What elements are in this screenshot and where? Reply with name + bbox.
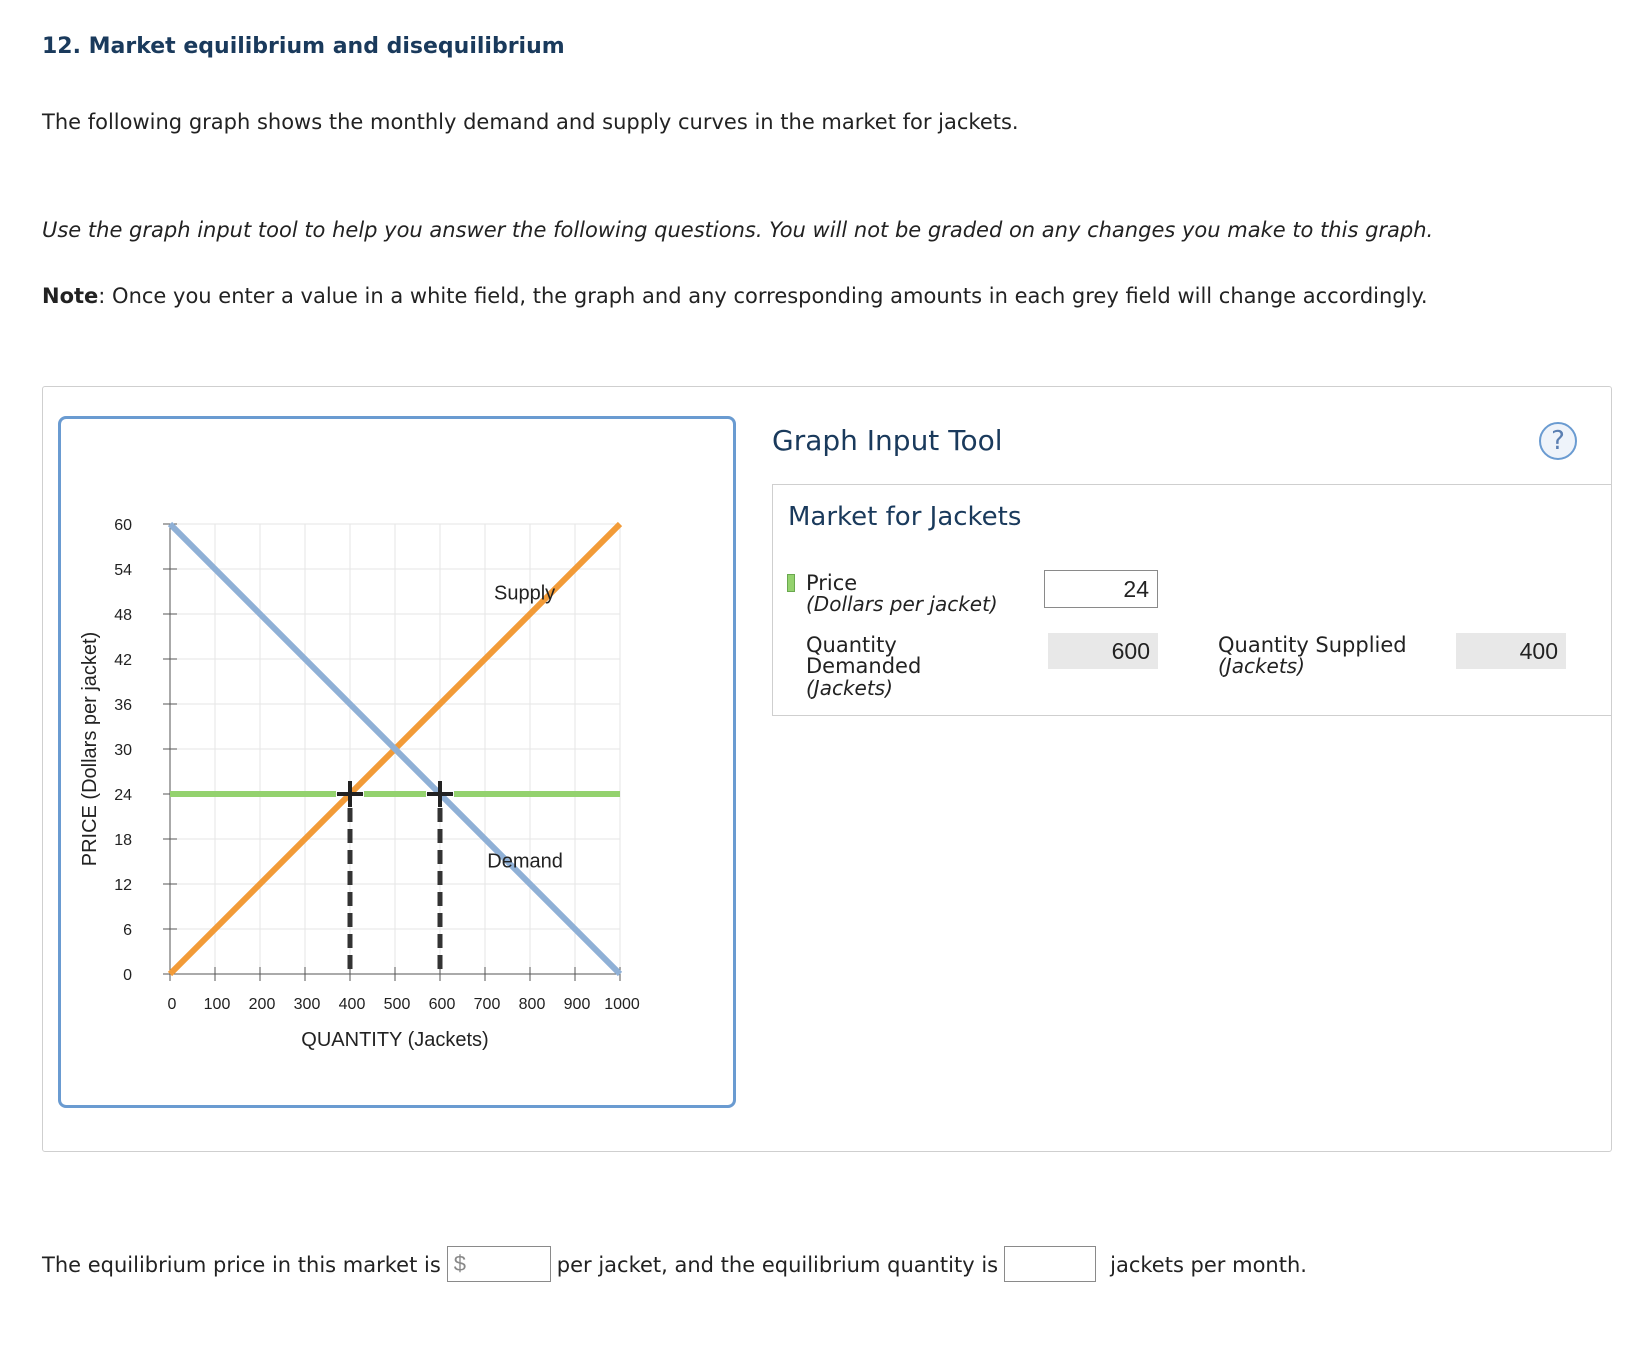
note-body: : Once you enter a value in a white field, the graph and any corresponding amounts in each grey field will change accordingly. <box>98 284 1428 308</box>
help-icon[interactable]: ? <box>1539 422 1577 460</box>
y-tick-label: 54 <box>114 562 132 579</box>
quantity-supplied-field: 400 <box>1456 633 1566 669</box>
quantity-demanded-unit: (Jackets) <box>806 676 893 700</box>
y-tick-label: 24 <box>114 787 132 804</box>
y-tick-label: 0 <box>123 967 132 984</box>
x-tick-label: 300 <box>293 996 321 1013</box>
x-tick-label: 400 <box>338 996 366 1013</box>
note-label: Note <box>42 284 99 308</box>
equilibrium-price-input[interactable] <box>447 1246 551 1282</box>
y-tick-label: 48 <box>114 607 132 624</box>
answer-text-2: per jacket, and the equilibrium quantity is <box>556 1253 999 1277</box>
x-tick-label: 0 <box>167 996 177 1013</box>
x-tick-label: 900 <box>563 996 591 1013</box>
answer-text-3: jackets per month. <box>1110 1253 1307 1277</box>
quantity-supplied-unit: (Jackets) <box>1218 654 1305 678</box>
price-legend-swatch <box>787 574 795 592</box>
note-text <box>42 284 1428 308</box>
supply-demand-chart[interactable] <box>58 416 736 1108</box>
graph-input-tool-title: Graph Input Tool <box>772 424 1003 457</box>
y-tick-label: 60 <box>114 517 132 534</box>
x-tick-label: 500 <box>383 996 411 1013</box>
x-tick-label: 1000 <box>604 996 640 1013</box>
y-tick-label: 36 <box>114 697 132 714</box>
x-tick-label: 700 <box>473 996 501 1013</box>
y-tick-label: 30 <box>114 742 132 759</box>
y-axis-title: PRICE (Dollars per jacket) <box>79 631 101 867</box>
y-tick-label: 12 <box>114 877 132 894</box>
supply-curve-label: Supply <box>494 582 556 605</box>
x-tick-label: 600 <box>428 996 456 1013</box>
x-tick-label: 200 <box>248 996 276 1013</box>
dollar-sign: $ <box>453 1251 467 1276</box>
market-title: Market for Jackets <box>788 502 1022 532</box>
quantity-demanded-field: 600 <box>1048 633 1158 669</box>
quantity-supplied-label: Quantity Supplied <box>1218 633 1407 657</box>
x-tick-label: 100 <box>203 996 231 1013</box>
y-tick-label: 18 <box>114 832 132 849</box>
equilibrium-quantity-input[interactable] <box>1004 1246 1096 1282</box>
y-tick-label: 42 <box>114 652 132 669</box>
x-axis-title: QUANTITY (Jackets) <box>301 1029 489 1051</box>
quantity-demanded-label-2: Demanded <box>806 654 922 678</box>
quantity-demanded-label-1: Quantity <box>806 633 897 657</box>
y-tick-label: 6 <box>123 922 132 939</box>
price-label: Price <box>806 571 858 595</box>
price-input[interactable]: 24 <box>1044 570 1158 608</box>
x-tick-label: 800 <box>518 996 546 1013</box>
instruction-text: Use the graph input tool to help you answer the following questions. You will not be graded on any changes you make to this graph. <box>42 218 1434 242</box>
answer-sentence <box>42 1246 1307 1284</box>
demand-curve-label: Demand <box>487 850 563 873</box>
question-title: 12. Market equilibrium and disequilibrium <box>42 34 565 59</box>
price-unit: (Dollars per jacket) <box>806 592 998 616</box>
answer-text-1: The equilibrium price in this market is <box>42 1253 441 1277</box>
intro-text: The following graph shows the monthly demand and supply curves in the market for jackets. <box>42 110 1019 134</box>
